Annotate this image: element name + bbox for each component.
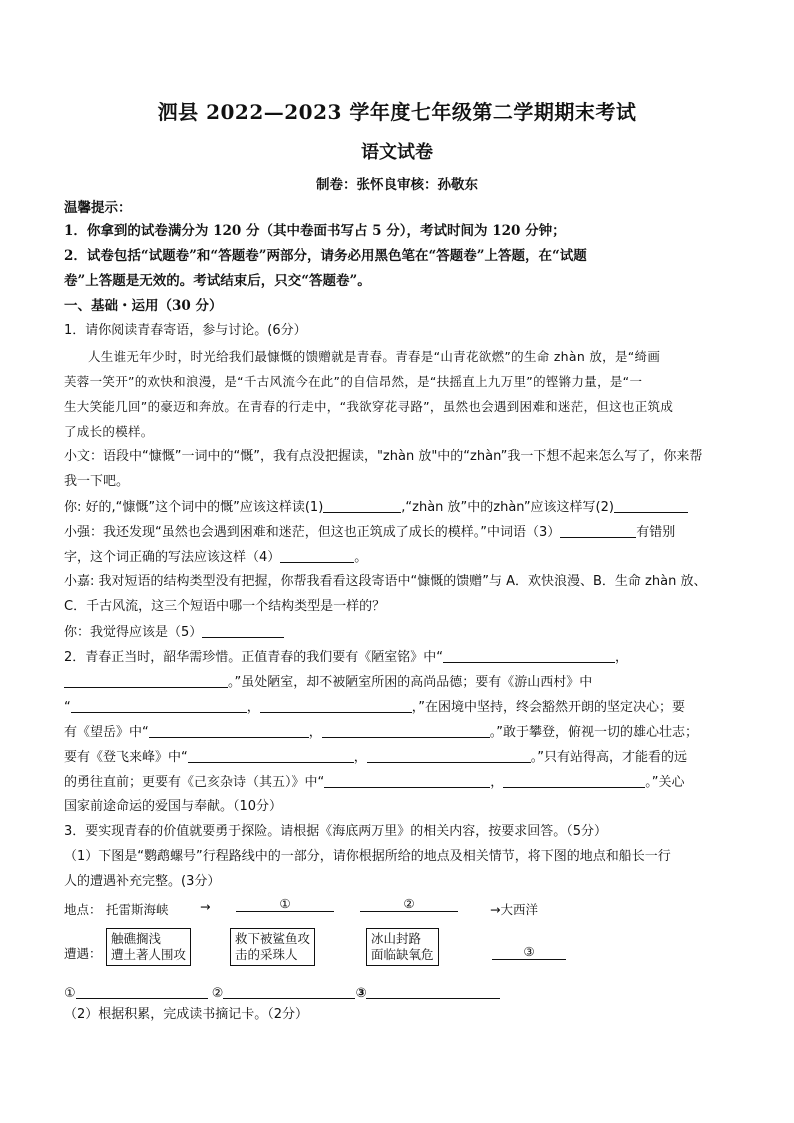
- q2-text-4b: ，: [308, 725, 322, 740]
- event-label: 遭遇：: [64, 946, 102, 961]
- notice-item-2a: 2．试卷包括“试题卷”和“答题卷”两部分，请务必用黑色笔在“答题卷”上答题，在“试题: [64, 248, 587, 264]
- xiaoqiang-line-2: [64, 548, 734, 567]
- q3-answer-line: [64, 984, 734, 1003]
- ni-line: [64, 498, 734, 517]
- poem-blank-1[interactable]: [443, 648, 615, 663]
- answer-2-label: ②: [211, 986, 224, 1001]
- q2-text-4a: 有《望岳》中“: [64, 725, 149, 740]
- q2-line-4: [64, 723, 734, 742]
- q3-sub2: （2）根据积累，完成读书摘记卡。（2分）: [64, 1007, 309, 1022]
- route-diagram: [64, 896, 564, 976]
- q2-text-3b: ，: [246, 700, 260, 715]
- xiaoqiang-text-d: 。: [354, 550, 368, 565]
- event-box-1: [106, 928, 191, 966]
- xiaoqiang-line-1: [64, 523, 734, 542]
- poem-blank-8[interactable]: [367, 748, 531, 763]
- route-blank-2[interactable]: ②: [360, 896, 458, 912]
- place-torres-strait: 托雷斯海峡: [106, 902, 169, 917]
- answer-blank-5[interactable]: [202, 623, 284, 638]
- place-label: 地点：: [64, 902, 102, 917]
- q2-line-5: [64, 748, 734, 767]
- event-box-2: [230, 928, 315, 966]
- event1-line-b: 遭土著人围攻: [111, 947, 187, 962]
- q2-text-3a: “: [64, 700, 71, 715]
- arrow-icon: →: [200, 899, 211, 914]
- answer-blank-1[interactable]: [323, 498, 401, 513]
- answer-blank-4[interactable]: [280, 548, 354, 563]
- passage-line-4: 了成长的模样。: [64, 424, 154, 439]
- route-blank-1[interactable]: ①: [236, 896, 334, 912]
- xiaoqiang-text-b: 有错别: [636, 525, 676, 540]
- xiaojia-line-1: 小嘉: 我对短语的结构类型没有把握，你帮我看看这段寄语中“慷慨的馈赠”与 A．欢快浪漫、B．生命 zhàn 放、: [64, 574, 707, 589]
- q2-text-6c: 。”关心: [645, 775, 685, 790]
- event3-line-a: 冰山封路: [371, 931, 422, 946]
- poem-blank-7[interactable]: [188, 748, 354, 763]
- xiaowen-line-1: 小文：语段中“慷慨”一词中的“慨”，我有点没把握读，"zhàn 放"中的“zhàn”我一下想不起来怎么写了，你来帮: [64, 449, 703, 464]
- poem-blank-10[interactable]: [503, 773, 645, 788]
- q2-line-2: [64, 673, 734, 692]
- ni-text-a: 你: 好的,“慷慨”这个词中的慨”应该这样读(1): [64, 500, 324, 515]
- event2-line-a: 救下被鲨鱼攻: [235, 931, 311, 946]
- route-answer-blank-2[interactable]: [223, 984, 355, 999]
- event-blank-3[interactable]: ③: [492, 944, 566, 960]
- answer-blank-2[interactable]: [614, 498, 688, 513]
- place-atlantic: →大西洋: [490, 902, 538, 917]
- q2-text-4c: 。”敢于攀登，俯视一切的雄心壮志；: [489, 725, 699, 740]
- poem-blank-9[interactable]: [324, 773, 490, 788]
- xiaojia-line-2: C．千古风流，这三个短语中哪一个结构类型是一样的？: [64, 599, 386, 614]
- passage-line-2: 芙蓉一笑开”的欢快和浪漫，是“千古风流今在此”的自信昂然，是“扶摇直上九万里”的铿锵力量，是“一: [64, 374, 643, 389]
- q2-line-1: [64, 648, 734, 667]
- answer-blank-3[interactable]: [560, 523, 636, 538]
- passage-line-3: 生大笑能几回”的豪迈和奔放。在青春的行走中，“我欲穿花寻路”，虽然也会遇到困难和迷茫，但这也正筑成: [64, 399, 674, 414]
- q2-text-5c: 。”只有站得高，才能看的远: [530, 750, 688, 765]
- xiaoqiang-text-a: 小强：我还发现“虽然也会遇到困难和迷茫，但这也正筑成了成长的模样。”中词语（3）: [64, 525, 561, 540]
- answer-3-label: ③: [355, 986, 367, 1001]
- poem-blank-5[interactable]: [149, 723, 309, 738]
- q2-text-6b: ，: [490, 775, 504, 790]
- poem-blank-2[interactable]: [64, 673, 228, 688]
- route-answer-blank-1[interactable]: [76, 984, 208, 999]
- notice-item-2b: 卷”上答题是无效的。考试结束后，只交“答题卷”。: [64, 273, 371, 289]
- q2-text-3c: ，”在困境中坚持，终会豁然开朗的坚定决心；要: [411, 700, 686, 715]
- q3-prompt: 3．要实现青春的价值就要勇于探险。请根据《海底两万里》的相关内容，按要求回答。（5分）: [64, 824, 608, 839]
- q2-text-5a: 要有《登飞来峰》中“: [64, 750, 188, 765]
- q2-text-5b: ，: [353, 750, 367, 765]
- event3-line-b: 面临缺氧危: [371, 947, 434, 962]
- exam-title: 泗县 2022—2023 学年度七年级第二学期期末考试: [157, 100, 637, 124]
- q2-line-6: [64, 773, 734, 792]
- answer-1-label: ①: [64, 986, 76, 1001]
- notice-item-1: 1．你拿到的试卷满分为 120 分（其中卷面书写占 5 分），考试时间为 120 分钟；: [64, 223, 566, 239]
- xiaoqiang-text-c: 字，这个词正确的写法应该这样（4）: [64, 550, 281, 565]
- event2-line-b: 击的采珠人: [235, 947, 298, 962]
- section-heading: 一、基础・运用（30 分）: [64, 298, 223, 314]
- passage-line-1: 人生谁无年少时，时光给我们最慷慨的馈赠就是青春。青春是“山青花欲燃”的生命 zhàn 放，是“绮画: [88, 349, 661, 364]
- notice-label: 温馨提示：: [64, 200, 132, 216]
- poem-blank-6[interactable]: [322, 723, 490, 738]
- xiaowen-line-2: 我一下吧。: [64, 474, 130, 489]
- q2-text-2b: 。”虽处陋室，却不被陋室所困的高尚品德；要有《游山西村》中: [228, 675, 593, 690]
- q2-text-1a: 2．青春正当时，韶华需珍惜。正值青春的我们要有《陋室铭》中“: [64, 650, 444, 665]
- ni-text-b: ,“zhàn 放”中的zhàn”应该这样写(2): [401, 500, 614, 515]
- poem-blank-3[interactable]: [71, 698, 247, 713]
- q2-text-6a: 的勇往直前；更要有《己亥杂诗（其五）》中“: [64, 775, 325, 790]
- exam-makers: 制卷：张怀良审核：孙敬东: [316, 177, 478, 193]
- poem-blank-4[interactable]: [260, 698, 412, 713]
- q3-sub1-line-1: （1）下图是“鹦鹉螺号”行程路线中的一部分，请你根据所给的地点及相关情节，将下图的地点和船长一行: [64, 849, 671, 864]
- event1-line-a: 触礁搁浅: [111, 931, 162, 946]
- q2-line-7: 国家前途命运的爱国与奉献。（10分）: [64, 799, 283, 814]
- q1-prompt: 1．请你阅读青春寄语，参与讨论。(6分）: [64, 323, 307, 338]
- ni-answer-text: 你：我觉得应该是（5）: [64, 625, 203, 640]
- q2-text-1b: ，: [615, 650, 629, 665]
- event-box-3: [366, 928, 439, 966]
- route-answer-blank-3[interactable]: [366, 984, 500, 999]
- q2-line-3: [64, 698, 734, 717]
- exam-subtitle: 语文试卷: [361, 142, 433, 163]
- ni-answer-line: [64, 623, 734, 642]
- q3-sub1-line-2: 人的遭遇补充完整。(3分）: [64, 874, 221, 889]
